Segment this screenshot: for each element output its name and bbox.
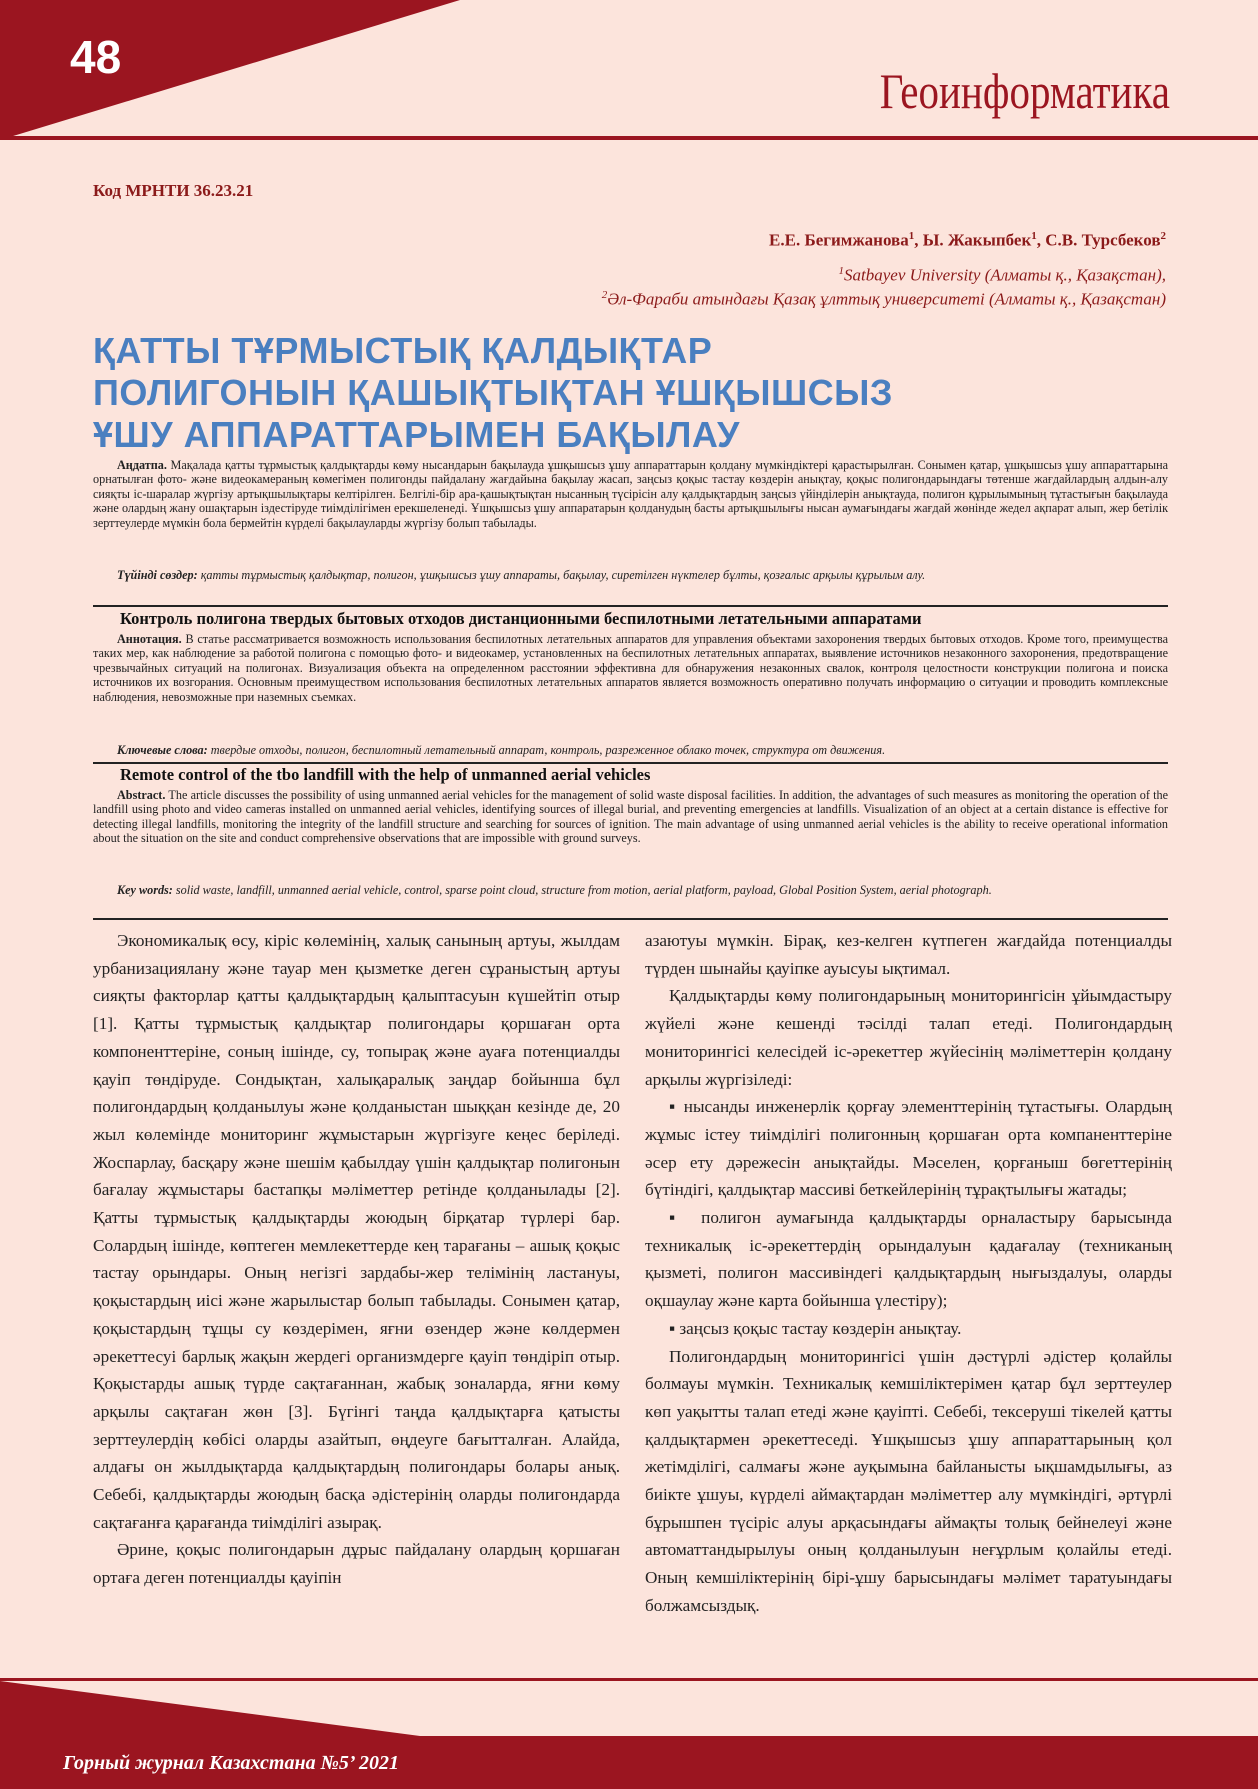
article-title — [93, 330, 1173, 456]
ru-keywords: Ключевые слова: твердые отходы, полигон, беспилотный летательный аппарат, контроль, разреженное облако точек, структура от движения. — [117, 743, 886, 757]
body-paragraph: Қалдықтарды көму полигондарының мониторингісін ұйымдастыру жүйелі және кешенді тәсілді талап етеді. Полигондардың мониторингісі келесідей іс-әрекеттер жүйесінің мәліметтерін қолдану арқылы жүргізіледі: — [645, 986, 1172, 1089]
body-paragraph: Әрине, қоқыс полигондарын дұрыс пайдалану олардың қоршаған ортаға деген потенциалды қауіпін — [93, 1540, 620, 1588]
body-right-column — [645, 927, 1172, 1620]
section-title: Геоинформатика — [879, 63, 1170, 119]
bullet-item: ▪ нысанды инженерлік қорғау элементтерінің тұтастығы. Олардың жұмыс істеу тиімділігі полигонның қоршаған орта компаненттеріне әсер ету дәрежесін анықтайды. Мәселен, қорғаныш бөгеттерінің бүтіндігі, қалдықтар массиві беткейлерінің тұрақтылығы жатады; — [645, 1097, 1172, 1200]
author-name: Е.Е. Бегимжанова — [769, 230, 909, 250]
footer-rule — [0, 1678, 1258, 1681]
affiliation-1: $^1$Satbayev University (Алматы қ., Қазақстан), — [838, 265, 1166, 285]
section-rule — [93, 762, 1168, 764]
section-rule — [93, 918, 1168, 920]
bullet-item: ▪ полигон аумағында қалдықтарды орналастыру барысында техникалық іс-әрекеттердің орындалуын қадағалау (техниканың қызметі, полигон массивіндегі қалдықтардың нығыздалуы, оларды оқшаулау және карта бойынша үлестіру); — [645, 1208, 1172, 1311]
en-keywords: Key words: solid waste, landfill, unmanned aerial vehicle, control, sparse point cloud, structure from motion, aerial platform, payload, Global Position System, aerial photograph. — [117, 883, 992, 897]
kz-keywords: Түйінді сөздер: қатты тұрмыстық қалдықтар, полигон, ұшқышсыз ұшу аппараты, бақылау, сиретілген нүктелер бұлты, қозғалыс арқылы құрылым алу. — [117, 568, 926, 582]
body-left-column — [93, 927, 620, 1592]
ru-title: Контроль полигона твердых бытовых отходов дистанционными беспилотными летательными аппаратами — [120, 609, 922, 628]
kz-abstract: Аңдатпа. Мақалада қатты тұрмыстық қалдықтарды көму нысандарын бақылауда ұшқышсыз ұшу аппараттарын қолдану мүмкіндіктері қарастырылған. Сонымен қатар, ұшқышсыз ұшу аппараттарына орнатылған фото- және видеокамераның көмегімен полигонды пайдалану жағдайына бақылау жасап, заңсыз қоқыс тастау көздерін анықтау, қоқыс полигондарындағы төтенше жағдайлардың алдын-алу сияқты іс-шаралар жүргізу артықшылықтары келтірілген. Белгілі-бір ара-қашықтықтан нысанның түсірісін алу қалдықтардың заңсыз үйінділерін анықтауда, полигон құрылымының тұтастығын бақылауда және олардың жану ошақтарын іздестіруде тиімділігімен ерекшеленеді. Ұшқышсыз ұшу аппаратарын қолданудың басты артықшылығы нысан аумағындағы жағдай жөнінде жедел ақпарат алып, жер бетілік зерттеулерде мүмкін бола бермейтін күрделі бақылауларды жүргізу болып табылады. — [93, 458, 1168, 530]
page-number: 48 — [70, 31, 122, 83]
affiliation-2: $^2$Әл-Фараби атындағы Қазақ ұлттық университеті (Алматы қ., Қазақстан) — [601, 289, 1166, 309]
author-name: , Ы. Жакыпбек — [914, 230, 1032, 250]
body-paragraph: азаютуы мүмкін. Бірақ, кез-келген күтпеген жағдайда потенциалды түрден шынайы қауіпке ауысуы ықтимал. — [645, 931, 1172, 978]
ru-abstract: Аннотация. В статье рассматривается возможность использования беспилотных летательных аппаратов для управления объектами захоронения твердых бытовых отходов. Кроме того, преимущества таких мер, как наблюдение за работой полигона с помощью фото- и видеокамер, установленных на беспилотных летательных аппаратах, выявление источников незаконного захоронения, предотвращение чрезвычайных ситуаций на полигонах. Визуализация объекта на определенном расстоянии эффективна для обнаружения незаконных свалок, контроля целостности конструкции полигона и поиска источников их возгорания. Основным преимуществом использования беспилотных летательных аппаратов является возможность оперативно получать информацию о ситуации и проводить комплексные наблюдения, невозможные при наземных съемках. — [93, 632, 1168, 704]
en-abstract: Abstract. The article discusses the possibility of using unmanned aerial vehicles for the management of solid waste disposal facilities. In addition, the advantages of such measures as monitoring the operation of the landfill using photo and video cameras installed on unmanned aerial vehicles, identifying sources of illegal burial, and preventing emergencies at landfills. Visualization of an object at a certain distance is effective for detecting illegal landfills, monitoring the integrity of the landfill structure and searching for sources of ignition. The main advantage of using unmanned aerial vehicles is the ability to receive operational information about the situation on the site and conduct comprehensive observations that are impossible with ground surveys. — [93, 788, 1168, 846]
header-red-triangle — [0, 0, 460, 140]
journal-name: Горный журнал Казахстана №5’ 2021 — [63, 1752, 400, 1774]
en-title: Remote control of the tbo landfill with the help of unmanned aerial vehicles — [120, 765, 651, 784]
section-rule — [93, 605, 1168, 607]
body-paragraph: Экономикалық өсу, кіріс көлемінің, халық санының артуы, жылдам урбанизациялану және тауар мен қызметке деген сұраныстың артуы сияқты факторлар қатты қалдықтардың қалыптасуын күшейтіп отыр [1]. Қатты тұрмыстық қалдықтар полигондары қоршаған орта компоненттеріне, соның ішінде, су, топырақ және ауаға потенциалды қауіп төндіруде. Сондықтан, халықаралық заңдар бойынша бұл полигондардың қолданылуы және қолданыстан шыққан кезінде де, 20 жыл көлемінде мониторинг жұмыстарын жүргізуге кеңес беріледі. Жоспарлау, басқару және шешім қабылдау үшін қалдықтар полигонын бағалау жұмыстары бастапқы мәліметтер ретінде қолданылады [2]. Қатты тұрмыстық қалдықтарды жоюдың бірқатар түрлері бар. Солардың ішінде, көптеген мемлекеттерде кең тарағаны – ашық қоқыс тастау орындары. Оның негізгі зардабы-жер телімінің ластануы, қоқыстардың иісі және жарылыстар болып табылады. Сонымен қатар, қоқыстардың тұщы су көздерімен, яғни өзендер және көлдермен әрекеттесуі барлық жақын жердегі организмдерге қауіп төндіріп отыр. Қоқыстарды ашық түрде сақтағаннан, жабық зоналарда, яғни көму арқылы сақтаған жөн [3]. Бүгінгі таңда қалдықтарға қатысты зерттеулердің көбісі оларды азайтып, өңдеуге бағытталған. Алайда, алдағы он жылдықтарда қалдықтардың полигондары болары анық. Себебі, қалдықтарды жоюдың басқа әдістерінің оларды полигондарда сақтағанға қарағанда тиімділігі азырақ. — [93, 931, 620, 1532]
rubric-code: Код МРНТИ 36.23.21 — [93, 181, 254, 200]
title-line: ҚАТТЫ ТҰРМЫСТЫҚ ҚАЛДЫҚТАР — [93, 330, 713, 371]
body-paragraph: Полигондардың мониторингісі үшін дәстүрлі әдістер қолайлы болмауы мүмкін. Техникалық кемшіліктерімен қатар бұл зерттеулер көп уақытты талап етеді және қауіпті. Себебі, тексеруші тікелей қатты қалдықтармен әрекеттеседі. Ұшқышсыз ұшу аппараттарының қол жетімділігі, салмағы және ауқымына байланысты ықшамдылығы, аз биікте ұшуы, күрделі аймақтардан мәліметтер алу мүмкіндігі, әртүрлі бұрышпен түсіріс алуы арқасындағы аймақты толық бейнелеуі және автоматтандырылуы оның қолданылуын неғұрлым қолайлы етеді. Оның кемшіліктерінің бірі-ұшу барысындағы мәлімет таратуындағы болжамсыздық. — [645, 1346, 1172, 1615]
bullet-item: ▪ заңсыз қоқыс тастау көздерін анықтау. — [669, 1318, 962, 1338]
title-line: ПОЛИГОНЫН ҚАШЫҚТЫҚТАН ҰШҚЫШСЫЗ — [93, 372, 893, 413]
title-line: ҰШУ АППАРАТТАРЫМЕН БАҚЫЛАУ — [93, 414, 740, 455]
author-list: Е.Е. Бегимжанова$^1$, Ы. Жакыпбек$^1$, С.В. Турсбеков$^2$ — [769, 230, 1166, 250]
header-rule — [0, 136, 1258, 140]
author-name: , С.В. Турсбеков — [1036, 230, 1161, 250]
